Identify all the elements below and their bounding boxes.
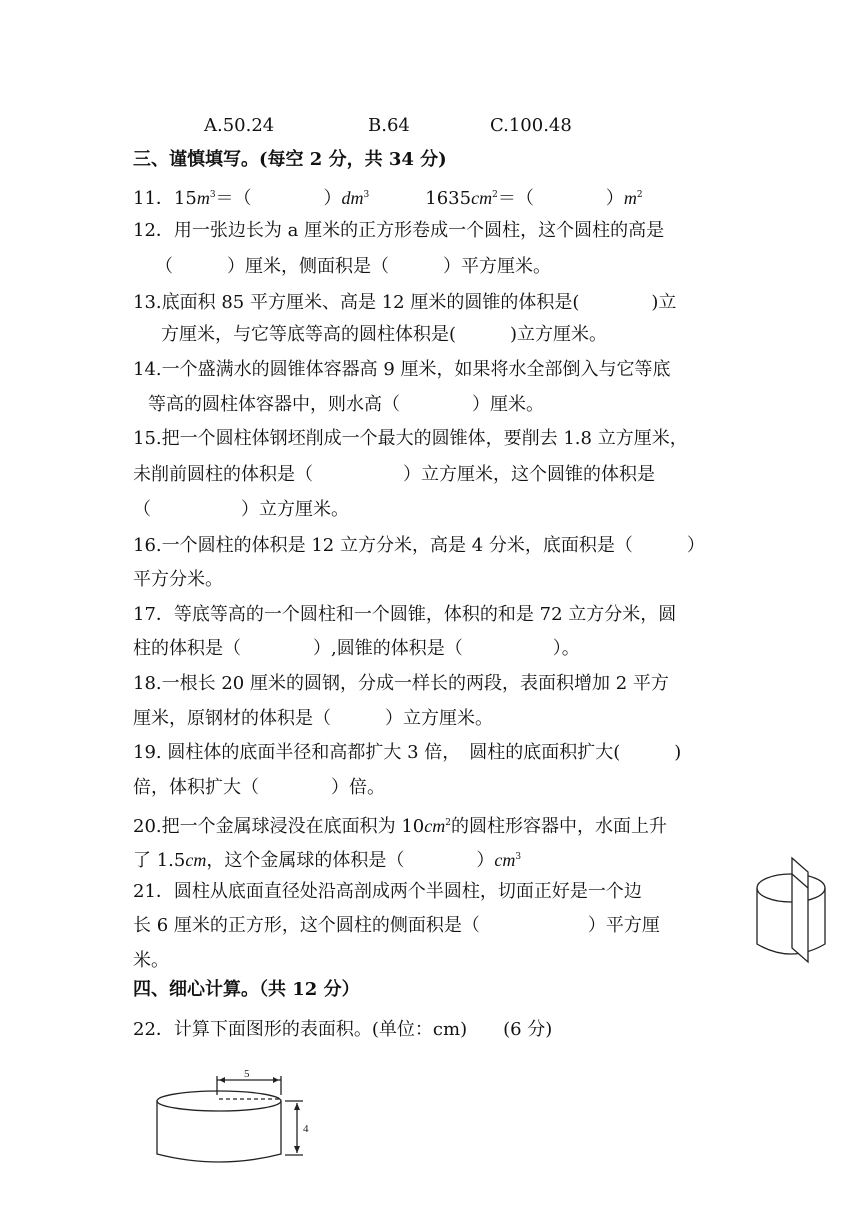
question-21-line1: 21．圆柱从底面直径处沿高剖成两个半圆柱，切面正好是一个边 bbox=[133, 881, 642, 902]
height-label: 4 bbox=[303, 1123, 309, 1135]
section-3-heading: 三、谨慎填写。(每空 2 分，共 34 分) bbox=[133, 149, 447, 170]
question-11: 11．$15m^3=$（ ）$dm^3$ $1635cm^2=$（ ）$m^2$ bbox=[133, 188, 643, 209]
split-cylinder-figure bbox=[745, 850, 840, 965]
choice-b: B.64 bbox=[368, 115, 410, 136]
question-14-line1: 14.一个盛满水的圆锥体容器高 9 厘米，如果将水全部倒入与它等底 bbox=[133, 359, 671, 380]
question-13-line2: 方厘米，与它等底等高的圆柱体积是( )立方厘米。 bbox=[161, 324, 608, 345]
question-18-line1: 18.一根长 20 厘米的圆钢，分成一样长的两段，表面积增加 2 平方 bbox=[133, 673, 669, 694]
question-12-line1: 12．用一张边长为 a 厘米的正方形卷成一个圆柱，这个圆柱的高是 bbox=[133, 220, 665, 241]
question-13-line1: 13.底面积 85 平方厘米、高是 12 厘米的圆锥的体积是( )立 bbox=[133, 292, 677, 313]
question-15-line1: 15.把一个圆柱体钢坯削成一个最大的圆锥体，要削去 1.8 立方厘米， bbox=[133, 428, 688, 449]
question-21-line2: 长 6 厘米的正方形，这个圆柱的侧面积是（ ）平方厘 bbox=[133, 915, 660, 936]
question-22: 22．计算下面图形的表面积。(单位：cm) (6 分) bbox=[133, 1019, 553, 1040]
question-14-line2: 等高的圆柱体容器中，则水高（ ）厘米。 bbox=[148, 394, 544, 415]
question-20-line2: 了 1.5cm，这个金属球的体积是（ ）$cm^3$ bbox=[133, 850, 522, 871]
question-17-line1: 17．等底等高的一个圆柱和一个圆锥，体积的和是 72 立方分米，圆 bbox=[133, 604, 677, 625]
question-19-line2: 倍，体积扩大（ ）倍。 bbox=[133, 777, 385, 798]
question-19-line1: 19. 圆柱体的底面半径和高都扩大 3 倍， 圆柱的底面积扩大( ) bbox=[133, 742, 682, 763]
choice-a: A.50.24 bbox=[204, 115, 275, 136]
question-18-line2: 厘米，原钢材的体积是（ ）立方厘米。 bbox=[133, 708, 493, 729]
question-12-line2: （ ）厘米，侧面积是（ ）平方厘米。 bbox=[155, 256, 551, 277]
question-21-line3: 米。 bbox=[133, 950, 169, 971]
choice-c: C.100.48 bbox=[490, 115, 572, 136]
question-16-line1: 16.一个圆柱的体积是 12 立方分米，高是 4 分米，底面积是（ ） bbox=[133, 535, 705, 556]
section-4-heading: 四、细心计算。（共 12 分） bbox=[133, 979, 360, 1000]
question-16-line2: 平方分米。 bbox=[133, 569, 223, 590]
question-15-line2: 未削前圆柱的体积是（ ）立方厘米，这个圆锥的体积是 bbox=[133, 464, 655, 485]
cylinder-figure bbox=[145, 1062, 320, 1172]
question-15-line3: （ ）立方厘米。 bbox=[133, 499, 349, 520]
diameter-label: 5 bbox=[244, 1068, 250, 1080]
question-17-line2: 柱的体积是（ ）,圆锥的体积是（ ）。 bbox=[133, 638, 580, 659]
question-20-line1: 20.把一个金属球浸没在底面积为 $10cm^2$的圆柱形容器中，水面上升 bbox=[133, 816, 667, 837]
